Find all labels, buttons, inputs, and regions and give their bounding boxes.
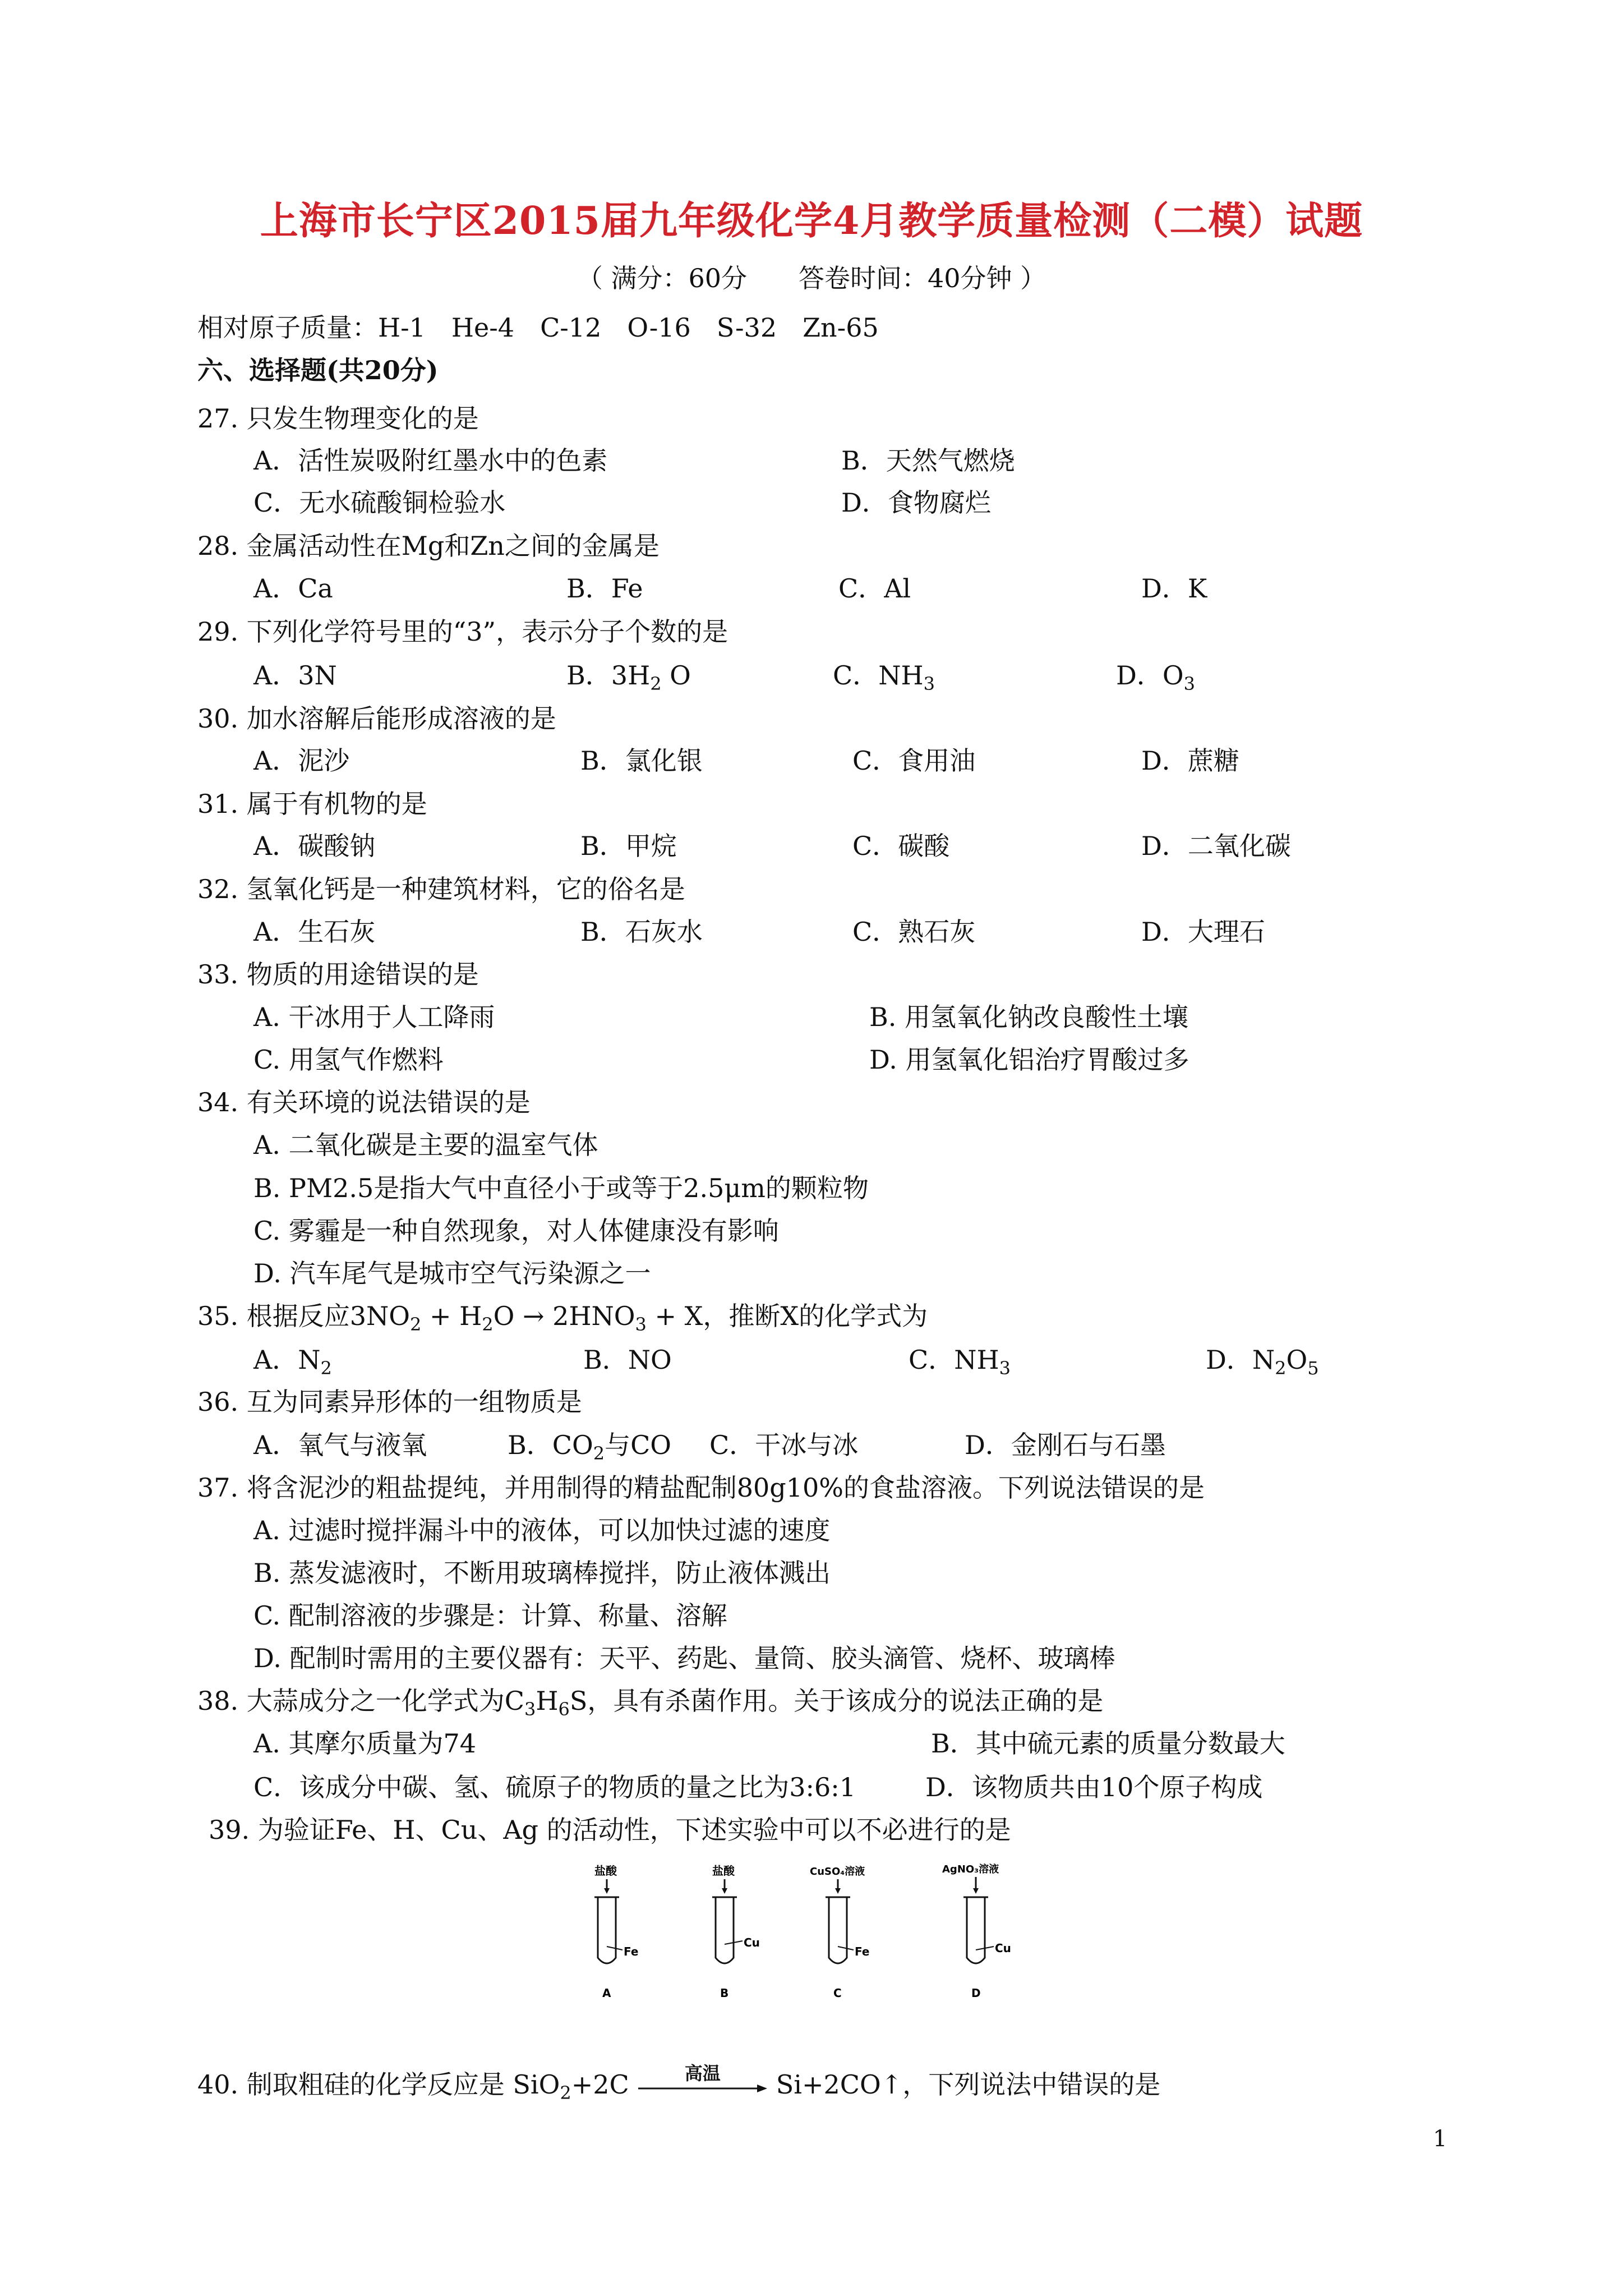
tube-d-reagent: AgNO₃溶液 xyxy=(942,1864,999,1875)
q29-option-b: B．$3H_2$ O xyxy=(566,660,691,694)
q27-option-c: C．无水硫酸铜检验水 xyxy=(253,487,506,518)
q35-option-b: B．NO xyxy=(583,1345,672,1375)
q30-option-d: D．蔗糖 xyxy=(1141,746,1239,776)
section-heading: 六、选择题(共20分) xyxy=(197,355,439,385)
q37-option-c: C. 配制溶液的步骤是：计算、称量、溶解 xyxy=(253,1600,727,1631)
q30-stem: 30. 加水溶解后能形成溶液的是 xyxy=(197,703,556,734)
q27-option-a: A．活性炭吸附红墨水中的色素 xyxy=(253,445,608,476)
q39-stem: 39. 为验证Fe、H、Cu、Ag 的活动性，下述实验中可以不必进行的是 xyxy=(209,1815,1011,1845)
q37-option-b: B. 蒸发滤液时，不断用玻璃棒搅拌，防止液体溅出 xyxy=(253,1558,831,1588)
q38-option-d: D．该物质共由10个原子构成 xyxy=(925,1772,1263,1802)
atomic-masses: 相对原子质量：H-1 He-4 C-12 O-16 S-32 Zn-65 xyxy=(197,312,879,343)
q38-option-b: B．其中硫元素的质量分数最大 xyxy=(931,1728,1285,1759)
q38-option-c: C．该成分中碳、氢、硫原子的物质的量之比为3:6:1 xyxy=(253,1772,856,1802)
q35-stem: 35. 根据反应$3NO_2 + H_2O \to 2HNO_3 + X$，推断X的化学式为 xyxy=(197,1301,928,1335)
tube-d-metal: Cu xyxy=(995,1941,1011,1955)
q29-option-a: A．3N xyxy=(253,660,337,691)
q37-option-a: A. 过滤时搅拌漏斗中的液体，可以加快过滤的速度 xyxy=(253,1515,831,1545)
tube-a xyxy=(594,1864,638,2000)
test-tube-icon xyxy=(967,1897,985,1963)
tube-b xyxy=(712,1864,760,2000)
test-tube-icon xyxy=(829,1897,847,1963)
q30-option-c: C．食用油 xyxy=(852,746,976,776)
tube-c xyxy=(810,1865,869,2000)
q33-option-d: D. 用氢氧化铝治疗胃酸过多 xyxy=(869,1045,1189,1075)
tube-b-metal: Cu xyxy=(744,1936,760,1949)
q29-stem: 29. 下列化学符号里的“3”，表示分子个数的是 xyxy=(197,616,728,647)
q37-stem: 37. 将含泥沙的粗盐提纯，并用制得的精盐配制80g10%的食盐溶液。下列说法错误的是 xyxy=(197,1473,1205,1503)
q27-stem: 27. 只发生物理变化的是 xyxy=(197,403,479,434)
q35-option-d: D．$N_2O_5$ xyxy=(1206,1345,1319,1379)
q27-option-d: D．食物腐烂 xyxy=(841,487,991,518)
q32-option-c: C．熟石灰 xyxy=(852,917,976,947)
q31-option-c: C．碳酸 xyxy=(852,831,950,861)
q30-option-b: B．氯化银 xyxy=(580,746,703,776)
q28-option-b: B．Fe xyxy=(566,573,643,604)
q35-option-a: A．$N_2$ xyxy=(253,1345,332,1379)
q34-option-d: D. 汽车尾气是城市空气污染源之一 xyxy=(253,1258,651,1289)
q35-option-c: C．$NH_3$ xyxy=(909,1345,1011,1379)
q32-option-d: D．大理石 xyxy=(1141,917,1265,947)
q40-stem: 40. 制取粗硅的化学反应是 SiO$_2$+2C 高温 Si+2CO↑，下列说法中错误的是 xyxy=(197,2064,1160,2101)
q28-stem: 28. 金属活动性在Mg和Zn之间的金属是 xyxy=(197,531,660,561)
q31-stem: 31. 属于有机物的是 xyxy=(197,789,427,819)
q32-option-b: B．石灰水 xyxy=(580,917,703,947)
q34-option-c: C. 雾霾是一种自然现象，对人体健康没有影响 xyxy=(253,1216,779,1246)
q34-option-a: A. 二氧化碳是主要的温室气体 xyxy=(253,1130,598,1160)
q33-option-b: B. 用氢氧化钠改良酸性土壤 xyxy=(869,1002,1189,1032)
test-tube-icon xyxy=(716,1897,734,1963)
q34-option-b: B. PM2.5是指大气中直径小于或等于2.5μm的颗粒物 xyxy=(253,1173,869,1203)
q37-option-d: D. 配制时需用的主要仪器有：天平、药匙、量筒、胶头滴管、烧杯、玻璃棒 xyxy=(253,1643,1115,1673)
arrow-icon xyxy=(638,2074,767,2100)
tube-b-reagent: 盐酸 xyxy=(712,1864,735,1878)
page-number: 1 xyxy=(1433,2126,1447,2152)
test-tube-diagram xyxy=(561,1862,1066,2014)
q28-option-c: C．Al xyxy=(838,573,911,604)
reaction-arrow xyxy=(638,2063,767,2100)
q31-option-b: B．甲烷 xyxy=(580,831,677,861)
tube-d-label: D xyxy=(971,1986,981,2000)
q36-option-b: B．$CO_2$与CO xyxy=(508,1430,671,1464)
q28-option-d: D．K xyxy=(1141,573,1207,604)
reaction-condition: 高温 xyxy=(684,2063,721,2084)
q32-stem: 32. 氢氧化钙是一种建筑材料，它的俗名是 xyxy=(197,874,685,904)
q38-option-a: A. 其摩尔质量为74 xyxy=(253,1728,476,1759)
tube-d xyxy=(942,1863,1011,2000)
q36-stem: 36. 互为同素异形体的一组物质是 xyxy=(197,1387,582,1417)
q33-stem: 33. 物质的用途错误的是 xyxy=(197,959,479,990)
tube-c-metal: Fe xyxy=(855,1945,870,1958)
q34-stem: 34. 有关环境的说法错误的是 xyxy=(197,1087,531,1117)
q28-option-a: A．Ca xyxy=(253,573,333,604)
page-title: 上海市长宁区2015届九年级化学4月教学质量检测（二模）试题 xyxy=(260,199,1363,243)
test-tube-icon xyxy=(598,1897,616,1963)
tube-a-reagent: 盐酸 xyxy=(594,1864,617,1878)
q31-option-a: A．碳酸钠 xyxy=(253,831,376,861)
tube-a-label: A xyxy=(602,1986,611,2000)
q36-option-d: D．金刚石与石墨 xyxy=(965,1430,1166,1460)
q36-option-a: A．氧气与液氧 xyxy=(253,1430,427,1460)
tube-c-label: C xyxy=(833,1986,842,2000)
q29-option-d: D．$O_3$ xyxy=(1116,660,1195,694)
q27-option-b: B．天然气燃烧 xyxy=(841,445,1015,476)
q32-option-a: A．生石灰 xyxy=(253,917,376,947)
tube-a-metal: Fe xyxy=(624,1945,639,1958)
test-tube-figure xyxy=(561,1862,1066,2014)
q31-option-d: D．二氧化碳 xyxy=(1141,831,1291,861)
q29-option-c: C．$NH_3$ xyxy=(833,660,935,694)
tube-b-label: B xyxy=(720,1986,729,2000)
tube-c-reagent: CuSO₄溶液 xyxy=(810,1866,865,1878)
q30-option-a: A．泥沙 xyxy=(253,746,350,776)
exam-info: （ 满分：60分 答卷时间：40分钟 ） xyxy=(577,263,1046,293)
q33-option-a: A. 干冰用于人工降雨 xyxy=(253,1002,495,1032)
q33-option-c: C. 用氢气作燃料 xyxy=(253,1045,444,1075)
q38-stem: 38. 大蒜成分之一化学式为$C_3H_6S$，具有杀菌作用。关于该成分的说法正确的是 xyxy=(197,1686,1104,1720)
q36-option-c: C．干冰与冰 xyxy=(709,1430,859,1460)
